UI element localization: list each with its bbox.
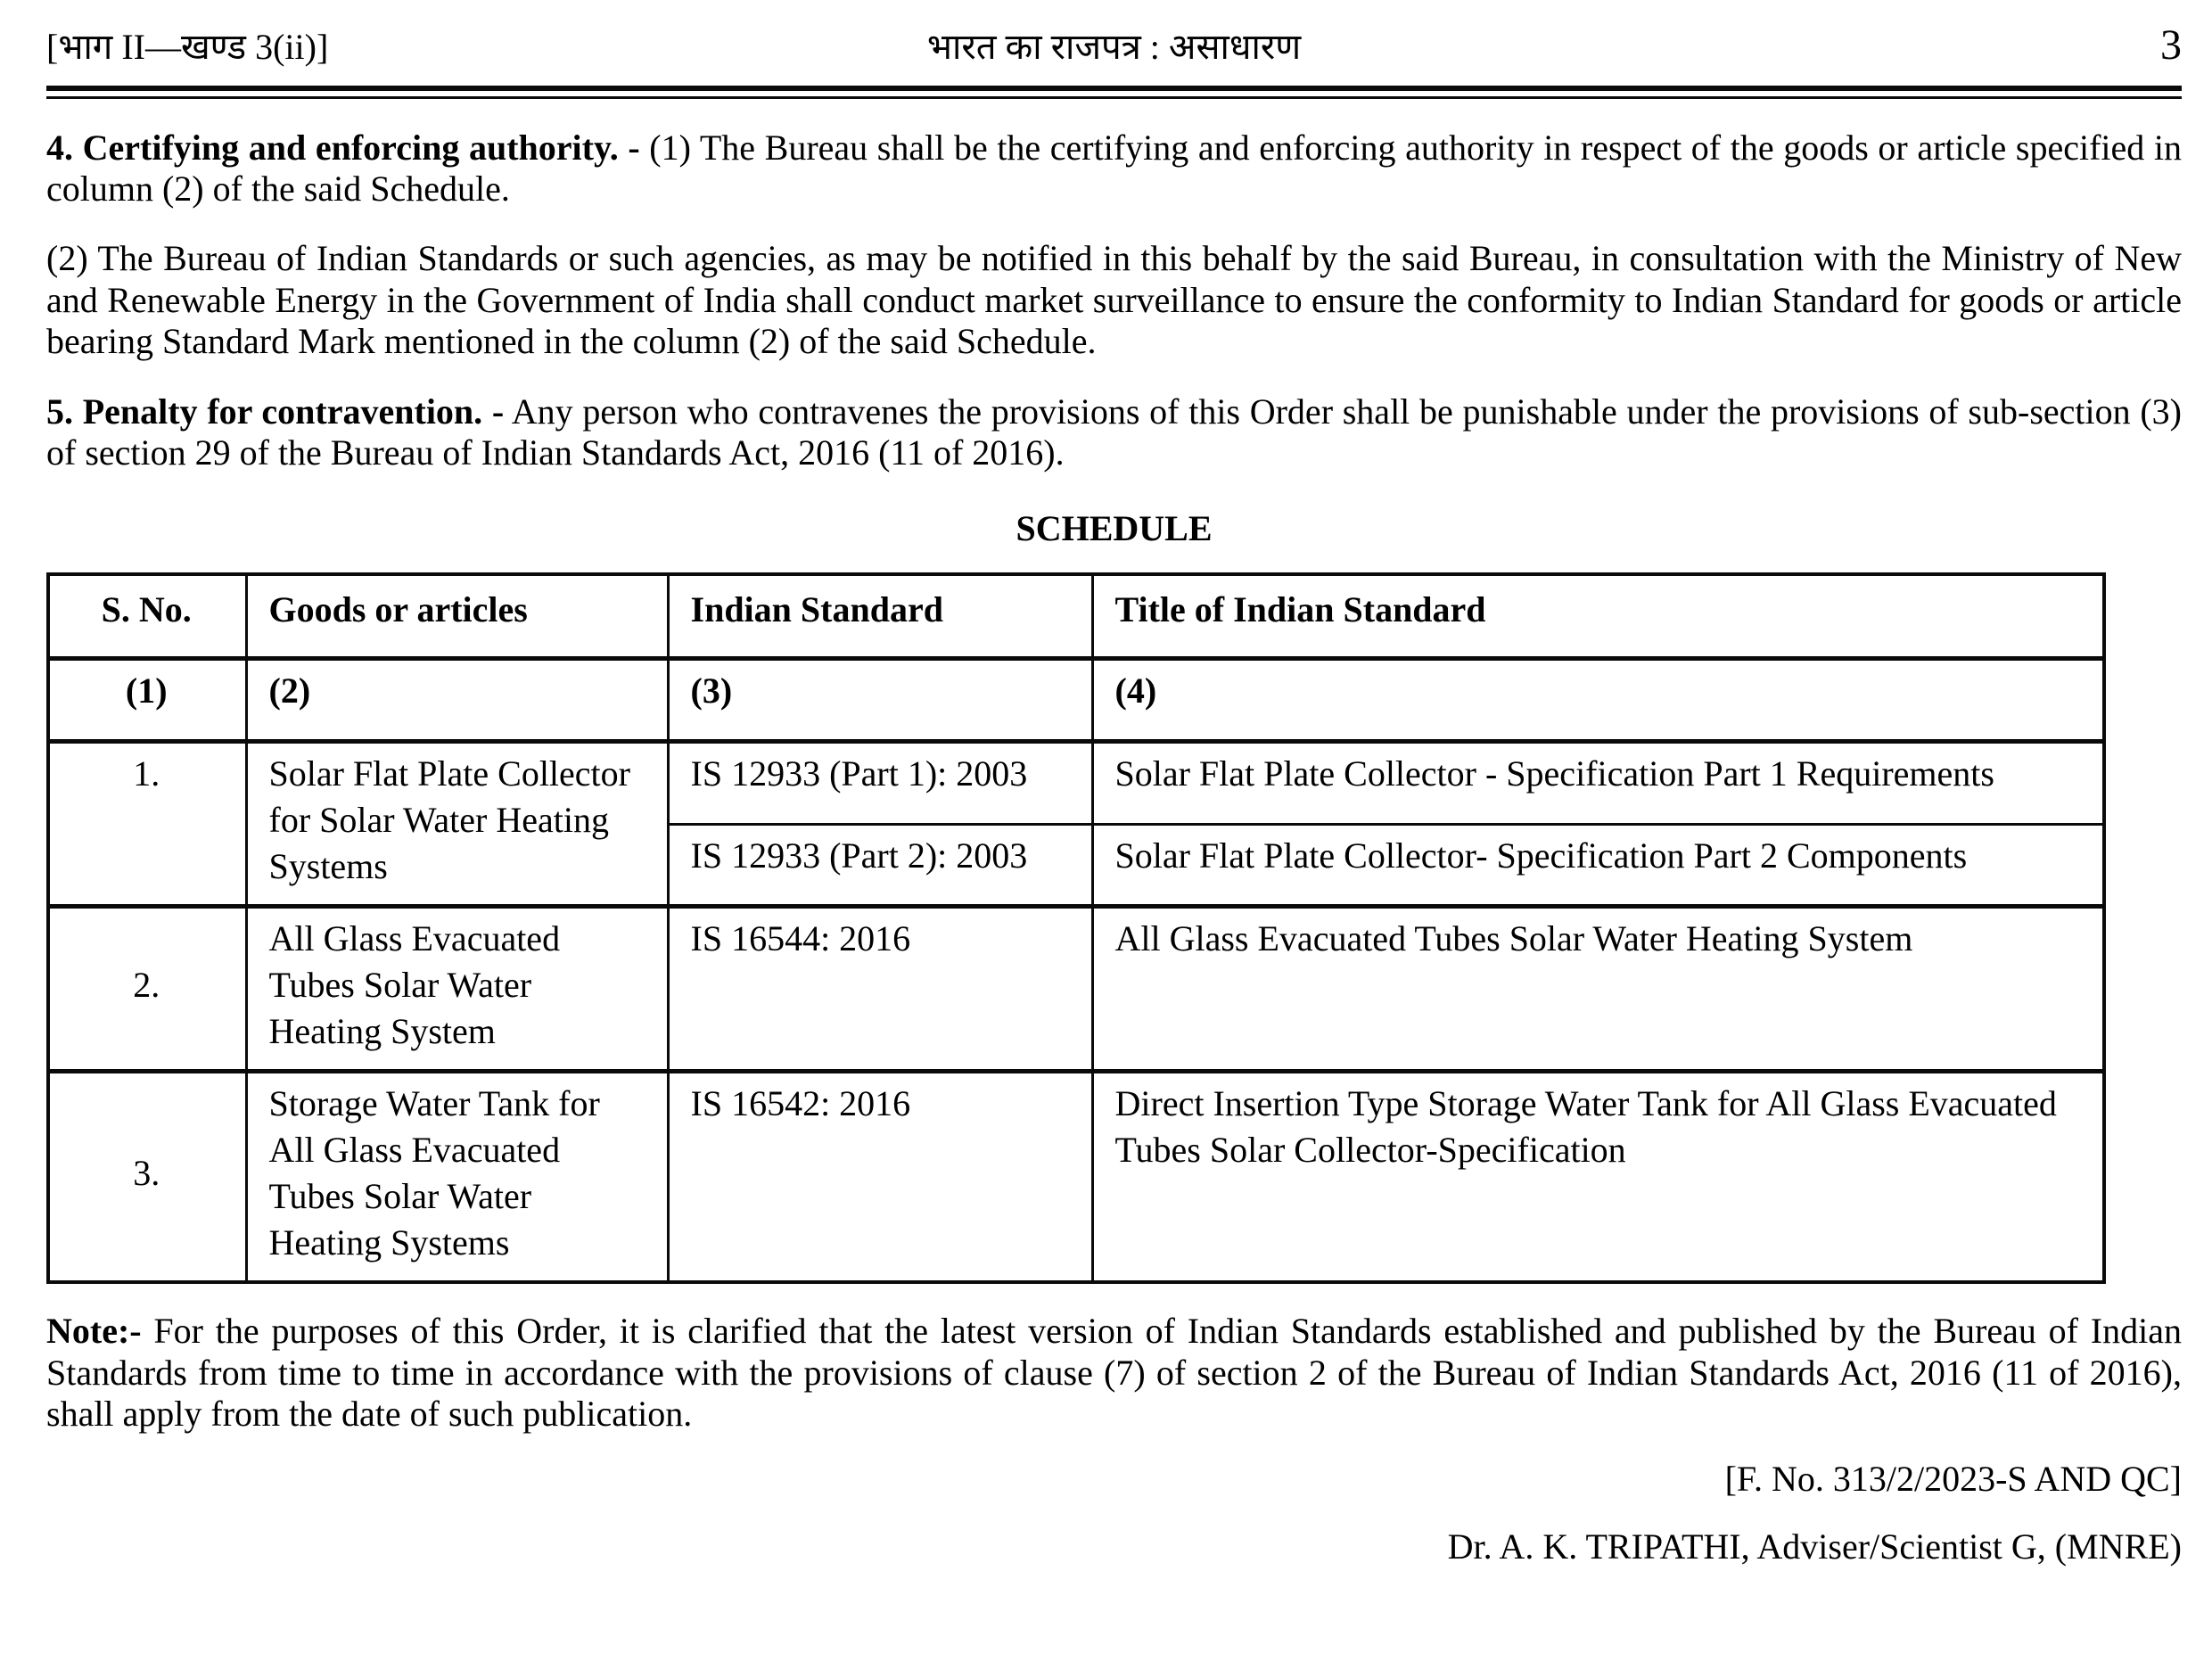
running-header: [46, 20, 2182, 71]
paragraph-certifying-authority: [46, 127, 2182, 210]
clause-5-text: Any person who contravenes the provisions of this Order shall be punishable under the provisions of sub-section (3) of section 29 of the Bureau of Indian Standards Act, 2016 (11 of 2016).: [46, 391, 2182, 473]
header-title-of-standard: Title of Indian Standard: [1092, 574, 2104, 659]
col-num-4: (4): [1092, 659, 2104, 742]
standard-cell-3: IS 16542: 2016: [668, 1072, 1092, 1283]
page-number: 3: [2160, 21, 2182, 69]
sno-cell-3: 3.: [48, 1072, 246, 1283]
title-cell-1a: Solar Flat Plate Collector - Specification Part 1 Requirements: [1092, 742, 2104, 825]
title-cell-3: Direct Insertion Type Storage Water Tank for All Glass Evacuated Tubes Solar Collector-Specification: [1092, 1072, 2104, 1283]
sno-cell-2: 2.: [48, 907, 246, 1072]
header-part-section: [भाग II—खण्ड 3(ii)]: [46, 27, 329, 67]
title-cell-2: All Glass Evacuated Tubes Solar Water Heating System: [1092, 907, 2104, 1072]
header-indian-standard: Indian Standard: [668, 574, 1092, 659]
goods-cell-2: All Glass Evacuated Tubes Solar Water Heating System: [246, 907, 668, 1072]
title-cell-1b: Solar Flat Plate Collector- Specification Part 2 Components: [1092, 824, 2104, 907]
header-goods: Goods or articles: [246, 574, 668, 659]
gazette-title: भारत का राजपत्र : असाधारण: [926, 27, 1302, 67]
file-number: [F. No. 313/2/2023-S AND QC]: [1724, 1458, 2182, 1499]
table-row-3: [48, 1072, 2104, 1283]
standard-cell-1a: IS 12933 (Part 1): 2003: [668, 742, 1092, 825]
goods-cell-1: Solar Flat Plate Collector for Solar Water Heating Systems: [246, 742, 668, 907]
clause-5-heading: 5. Penalty for contravention. -: [46, 391, 505, 432]
header-sno: S. No.: [48, 574, 246, 659]
column-number-row: [48, 659, 2104, 742]
standard-cell-1b: IS 12933 (Part 2): 2003: [668, 824, 1092, 907]
paragraph-market-surveillance: (2) The Bureau of Indian Standards or such agencies, as may be notified in this behalf by the said Bureau, in consultation with the Ministry of New and Renewable Energy in the Government of India shall conduct market surveillance to ensure the conformity to Indian Standard for goods or article bearing Standard Mark mentioned in the column (2) of the said Schedule.: [46, 238, 2182, 362]
clause-4-heading: 4. Certifying and enforcing authority. -: [46, 127, 640, 168]
table-row-2: [48, 907, 2104, 1072]
note-text: For the purposes of this Order, it is clarified that the latest version of Indian Standards established and published by the Bureau of Indian Standards from time to time in accordance with the provisions of clause (7) of section 2 of the Bureau of Indian Standards Act, 2016 (11 of 2016), shall apply from the date of such publication.: [46, 1311, 2182, 1435]
sno-cell-1: 1.: [48, 742, 246, 907]
clause-4-text: (1) The Bureau shall be the certifying and enforcing authority in respect of the goods or article specified in column (2) of the said Schedule.: [46, 127, 2183, 209]
table-row-1a: [48, 742, 2104, 825]
note-paragraph: [46, 1311, 2182, 1435]
schedule-heading: SCHEDULE: [1016, 508, 1213, 549]
col-num-1: (1): [48, 659, 246, 742]
schedule-table: [46, 572, 2106, 1284]
paragraph-penalty: [46, 391, 2182, 474]
col-num-2: (2): [246, 659, 668, 742]
col-num-3: (3): [668, 659, 1092, 742]
standard-cell-2: IS 16544: 2016: [668, 907, 1092, 1072]
header-double-rule: [46, 86, 2182, 99]
note-label: Note:-: [46, 1311, 142, 1352]
signatory: Dr. A. K. TRIPATHI, Adviser/Scientist G, (MNRE): [1447, 1526, 2182, 1567]
goods-cell-3: Storage Water Tank for All Glass Evacuated Tubes Solar Water Heating Systems: [246, 1072, 668, 1283]
table-header-row: [48, 574, 2104, 659]
